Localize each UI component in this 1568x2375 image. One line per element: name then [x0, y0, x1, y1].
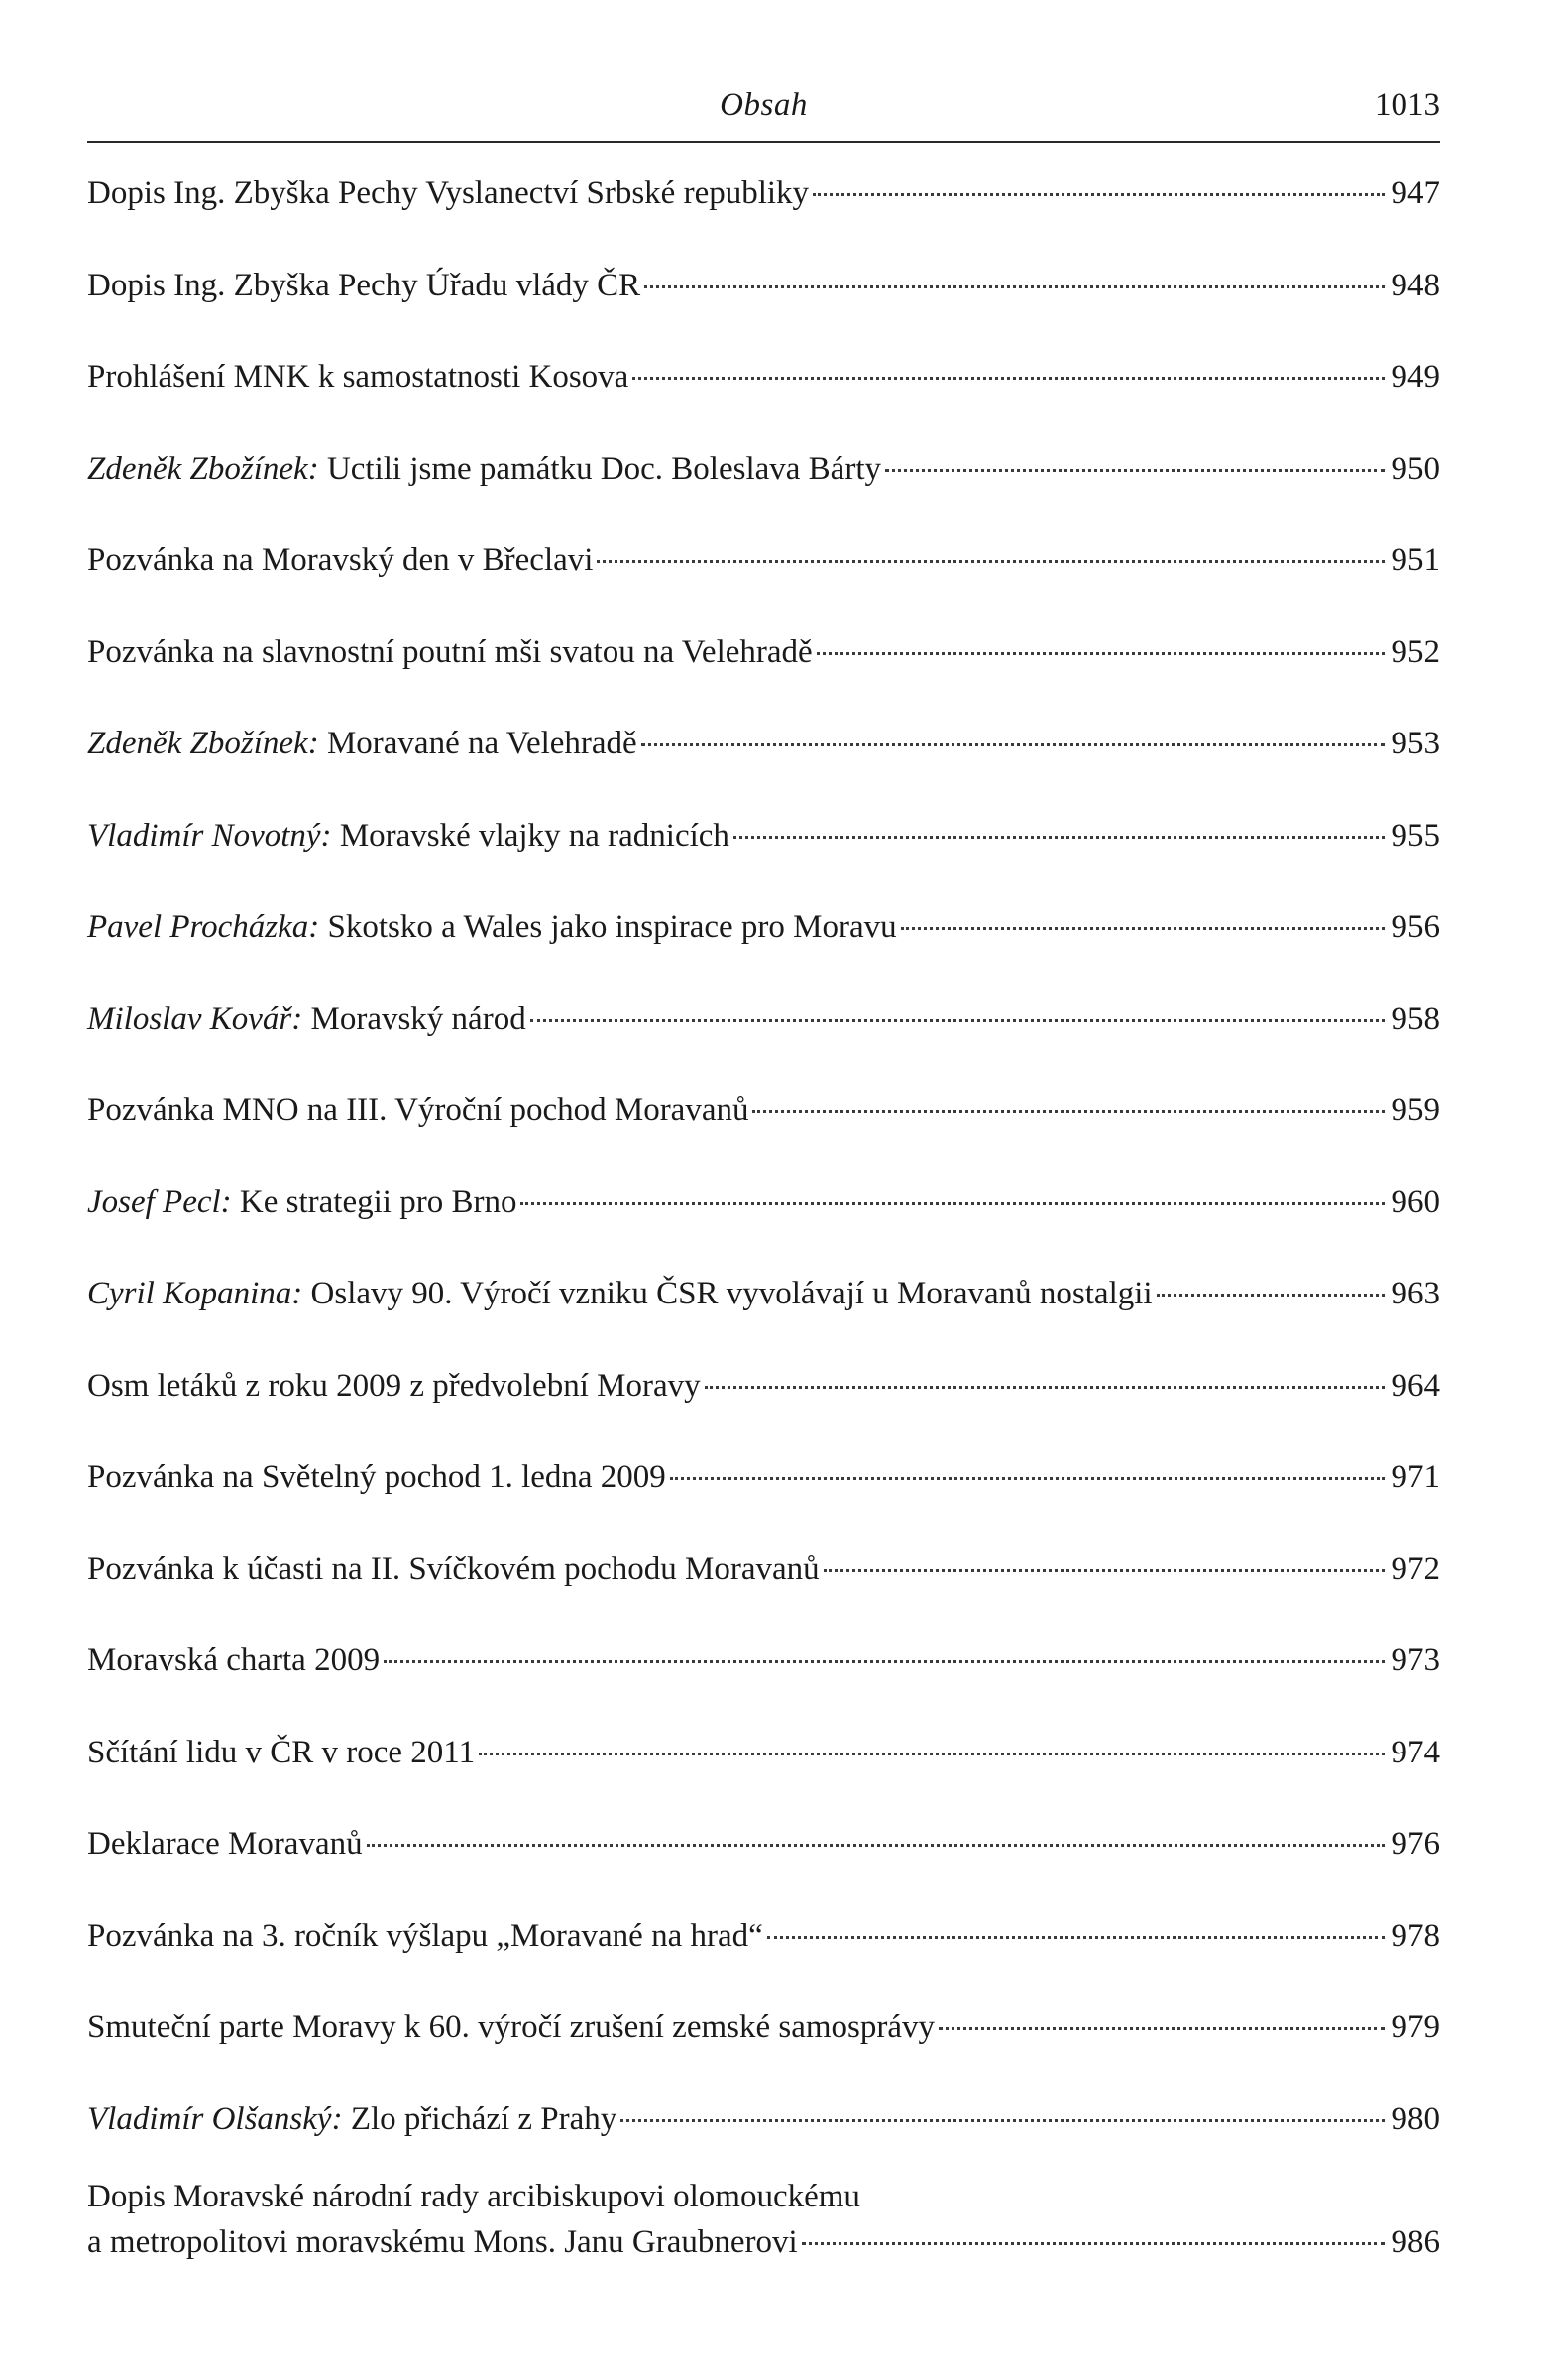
toc-entry-title: Dopis Ing. Zbyška Pechy Vyslanectví Srbské republiky	[87, 175, 810, 212]
toc-entry-page: 948	[1391, 267, 1440, 303]
toc-entry-line-2	[87, 2223, 1440, 2263]
toc-entry[interactable]	[87, 1616, 1440, 1708]
toc-entry-page: 963	[1391, 1276, 1440, 1312]
dot-leader	[817, 652, 1385, 655]
toc-entry[interactable]	[87, 1249, 1440, 1341]
toc-entry-text	[87, 1275, 1153, 1314]
toc-entry[interactable]	[87, 1525, 1440, 1617]
toc-entry-line	[87, 908, 1440, 948]
toc-entry-text	[87, 1458, 666, 1498]
toc-entry-text	[87, 1367, 701, 1407]
toc-entry-page: 949	[1391, 359, 1440, 396]
toc-entry[interactable]	[87, 791, 1440, 883]
toc-entry-title: Zlo přichází z Prahy	[350, 2100, 617, 2137]
toc-entry-title: Ke strategii pro Brno	[239, 1184, 517, 1220]
dot-leader	[597, 560, 1385, 563]
toc-entry-title: Moravský národ	[310, 1000, 526, 1037]
toc-entry-title: Osm letáků z roku 2009 z předvolební Moravy	[87, 1367, 701, 1404]
toc-entry-line	[87, 1184, 1440, 1223]
toc-entry-line	[87, 450, 1440, 490]
toc-entry[interactable]	[87, 1799, 1440, 1891]
toc-entry-line	[87, 1458, 1440, 1498]
toc-entry-title: Pozvánka MNO na III. Výroční pochod Moravanů	[87, 1092, 749, 1129]
toc-entry-page: 973	[1391, 1642, 1440, 1679]
toc-entry-text	[87, 1000, 526, 1040]
dot-leader	[620, 2119, 1385, 2122]
toc-entry[interactable]	[87, 1708, 1440, 1800]
toc-entry-page: 947	[1391, 175, 1440, 212]
dot-leader	[885, 469, 1385, 472]
toc-entry-line	[87, 633, 1440, 673]
toc-entry-author: Vladimír Novotný:	[87, 817, 332, 853]
toc-entry-title-line-2: a metropolitovi moravskému Mons. Janu Graubnerovi	[87, 2224, 798, 2260]
toc-entry[interactable]	[87, 332, 1440, 424]
toc-entry-page: 960	[1391, 1184, 1440, 1220]
toc-entry[interactable]	[87, 1341, 1440, 1433]
dot-leader	[367, 1844, 1385, 1847]
toc-entry-text	[87, 1825, 363, 1865]
running-header	[87, 81, 1440, 143]
toc-entry-page: 950	[1391, 450, 1440, 487]
toc-entry-title: Pozvánka na Moravský den v Břeclavi	[87, 542, 594, 579]
toc-entry[interactable]	[87, 424, 1440, 516]
toc-entry-text	[87, 450, 881, 490]
toc-entry-author: Zdeněk Zbožínek:	[87, 726, 319, 762]
toc-entry[interactable]	[87, 1891, 1440, 1983]
toc-entry-line	[87, 267, 1440, 306]
toc-entry-text	[87, 541, 593, 581]
dot-leader	[384, 1660, 1385, 1663]
dot-leader	[479, 1753, 1385, 1755]
toc-entry-author: Josef Pecl:	[87, 1184, 232, 1220]
toc-entry-title: Moravské vlajky na radnicích	[339, 817, 729, 853]
toc-entry-title: Pozvánka na 3. ročník výšlapu „Moravané na hrad“	[87, 1917, 763, 1954]
toc-entry-text	[87, 1184, 516, 1223]
toc-entry-page: 956	[1391, 909, 1440, 946]
toc-entry-page: 971	[1391, 1459, 1440, 1496]
toc-entry-title: Pozvánka na slavnostní poutní mši svatou na Velehradě	[87, 633, 813, 670]
toc-entry[interactable]	[87, 699, 1440, 791]
toc-entry-title: Moravané na Velehradě	[326, 726, 637, 762]
toc-entry-text	[87, 633, 813, 673]
dot-leader	[641, 743, 1385, 746]
dot-leader	[530, 1019, 1385, 1022]
dot-leader	[901, 927, 1385, 930]
toc-entry-title: Pozvánka na Světelný pochod 1. ledna 2009	[87, 1459, 666, 1496]
toc-entry-page: 951	[1391, 542, 1440, 579]
toc-entry[interactable]	[87, 882, 1440, 974]
toc-entry-text	[87, 267, 640, 306]
dot-leader	[705, 1386, 1385, 1389]
toc-entry-page: 952	[1391, 633, 1440, 670]
toc-entry[interactable]	[87, 1158, 1440, 1250]
toc-entry[interactable]	[87, 974, 1440, 1067]
toc-entry-page: 958	[1391, 1000, 1440, 1037]
toc-entry-line	[87, 1734, 1440, 1773]
toc-entry-page: 964	[1391, 1367, 1440, 1404]
toc-entry-text	[87, 174, 809, 214]
toc-entry[interactable]	[87, 149, 1440, 241]
toc-entry-text	[87, 1734, 475, 1773]
toc-entry-text	[87, 358, 628, 397]
dot-leader	[767, 1936, 1385, 1939]
toc-entry-title: Smuteční parte Moravy k 60. výročí zrušení zemské samosprávy	[87, 2009, 936, 2046]
toc-entry-line	[87, 1825, 1440, 1865]
toc-entry-line	[87, 725, 1440, 764]
toc-entry-text	[87, 2100, 616, 2140]
toc-entry-text	[87, 1917, 763, 1957]
toc-entry[interactable]	[87, 1066, 1440, 1158]
header-title: Obsah	[720, 87, 808, 123]
dot-leader	[939, 2027, 1385, 2030]
toc-entry-title: Oslavy 90. Výročí vzniku ČSR vyvolávají u Moravanů nostalgii	[310, 1276, 1153, 1312]
toc-entry-author: Vladimír Olšanský:	[87, 2100, 343, 2137]
toc-entry-line	[87, 358, 1440, 397]
toc-entry-text	[87, 1641, 380, 1681]
toc-entry-page: 955	[1391, 817, 1440, 853]
toc-entry-title: Skotsko a Wales jako inspirace pro Moravu	[327, 909, 897, 946]
toc-entry-line	[87, 1275, 1440, 1314]
toc-entry-line	[87, 174, 1440, 214]
toc-entry-line	[87, 1091, 1440, 1131]
toc-entry-line	[87, 2100, 1440, 2140]
toc-entry[interactable]	[87, 608, 1440, 700]
toc-entry[interactable]	[87, 241, 1440, 333]
toc-entry-title: Prohlášení MNK k samostatnosti Kosova	[87, 359, 629, 396]
toc-entry-line	[87, 541, 1440, 581]
dot-leader	[802, 2242, 1385, 2245]
toc-entry-text	[87, 1091, 748, 1131]
toc-entry-title: Moravská charta 2009	[87, 1642, 381, 1679]
toc-entry-title: Sčítání lidu v ČR v roce 2011	[87, 1734, 476, 1770]
toc-entry-line	[87, 1000, 1440, 1040]
toc-entry-line	[87, 817, 1440, 856]
toc-entry-line	[87, 1917, 1440, 1957]
toc-entry[interactable]	[87, 515, 1440, 608]
toc-entry-page: 972	[1391, 1550, 1440, 1587]
toc-entry-line	[87, 1367, 1440, 1407]
dot-leader	[632, 377, 1385, 380]
toc-entry[interactable]	[87, 1982, 1440, 2075]
toc-entry-page: 953	[1391, 726, 1440, 762]
dot-leader	[1157, 1294, 1385, 1297]
toc-entry-author: Miloslav Kovář:	[87, 1000, 303, 1037]
dot-leader	[733, 836, 1385, 839]
dot-leader	[813, 193, 1385, 196]
toc-entry-line	[87, 1641, 1440, 1681]
toc-entry-page: 976	[1391, 1826, 1440, 1863]
toc-entry[interactable]	[87, 1432, 1440, 1525]
dot-leader	[824, 1569, 1385, 1572]
toc-entry-page: 986	[1391, 2224, 1440, 2260]
dot-leader	[520, 1202, 1385, 1205]
toc-entry-line	[87, 1550, 1440, 1590]
toc-entry-title-line-1: Dopis Moravské národní rady arcibiskupovi olomouckému	[87, 2179, 860, 2215]
dot-leader	[752, 1110, 1385, 1113]
toc-entry-page: 980	[1391, 2100, 1440, 2137]
toc-entry-title: Pozvánka k účasti na II. Svíčkovém pochodu Moravanů	[87, 1550, 820, 1587]
toc-entry-text	[87, 725, 637, 764]
dot-leader	[670, 1477, 1385, 1480]
toc-entry-author: Pavel Procházka:	[87, 909, 320, 946]
toc-entry-text	[87, 2008, 935, 2048]
toc-entry-page: 959	[1391, 1092, 1440, 1129]
toc-entry-author: Cyril Kopanina:	[87, 1276, 303, 1312]
toc-entry[interactable]	[87, 2075, 1440, 2167]
toc-entry-author: Zdeněk Zbožínek:	[87, 450, 319, 487]
toc-entry-page: 979	[1391, 2009, 1440, 2046]
toc-entry-text	[87, 817, 729, 856]
toc-entry-last[interactable]	[87, 2166, 1440, 2275]
toc-entry-line	[87, 2008, 1440, 2048]
toc-entry-title: Dopis Ing. Zbyška Pechy Úřadu vlády ČR	[87, 267, 641, 303]
toc-entry-page: 978	[1391, 1917, 1440, 1954]
toc-entry-title: Deklarace Moravanů	[87, 1826, 363, 1863]
toc-entry-page: 974	[1391, 1734, 1440, 1770]
toc-entry-title: Uctili jsme památku Doc. Boleslava Bárty	[326, 450, 881, 487]
toc-entry-text	[87, 908, 897, 948]
dot-leader	[644, 285, 1385, 288]
table-of-contents	[87, 149, 1440, 2275]
header-page-number: 1013	[1375, 87, 1440, 123]
toc-entry-text	[87, 1550, 820, 1590]
